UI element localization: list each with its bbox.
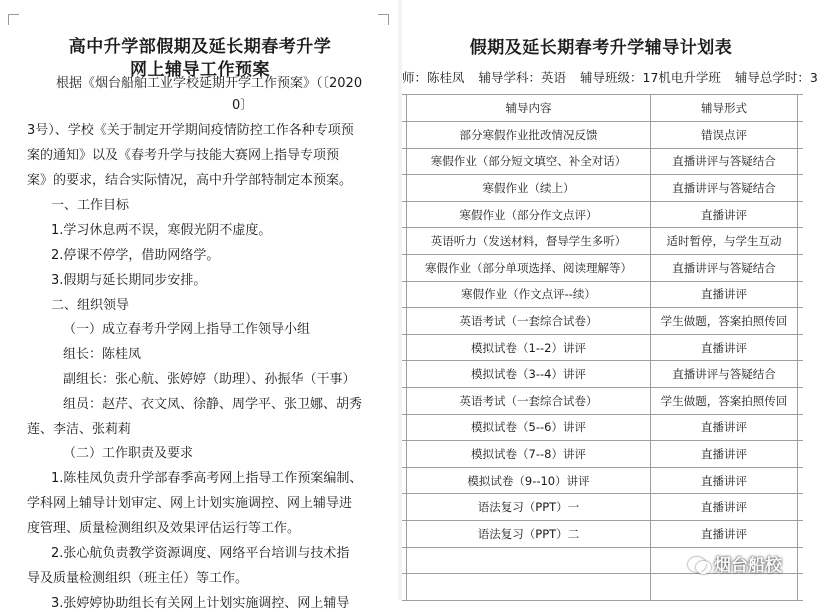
- doc-line: 一、工作目标: [51, 198, 130, 213]
- doc-line: 2.停课不停学，借助网络学。: [51, 248, 220, 263]
- crop-mark-right: [378, 14, 389, 25]
- cell-content: 寒假作业（续上）: [407, 175, 651, 202]
- table-row: [402, 148, 803, 175]
- doc-line: 根据《烟台船舶工业学校延期开学工作预案》（〔2020: [56, 76, 363, 91]
- cell-format: 直播讲评与答疑结合: [651, 254, 798, 281]
- doc-line: 度管理、质量检测组织及效果评估运行等工作。: [27, 521, 301, 536]
- watermark: [688, 551, 782, 576]
- doc-line: 3.假期与延长期同步安排。: [51, 273, 207, 288]
- doc-line: 1.陈桂凤负责升学部春季高考网上指导工作预案编制、: [51, 471, 363, 486]
- table-row: [402, 414, 803, 441]
- doc-line: 组员：赵芹、衣文凤、徐静、周学平、张卫娜、胡秀: [63, 397, 363, 412]
- cell-content: 寒假作业（部分作文点评）: [407, 201, 651, 228]
- table-row: [402, 494, 803, 521]
- table-row: [402, 228, 803, 255]
- cell-content: 英语考试（一套综合试卷）: [407, 308, 651, 335]
- cell-format: 直播讲评: [651, 334, 798, 361]
- info-class: 辅导班级：17机电升学班: [580, 70, 721, 85]
- doc-line: 二、组织领导: [51, 298, 130, 313]
- cell-format: 直播讲评: [651, 441, 798, 468]
- cell-format: 直播讲评: [651, 494, 798, 521]
- doc-line: 0〕: [232, 98, 254, 113]
- table-row: [402, 361, 803, 388]
- cell-content: 模拟试卷（1--2）讲评: [407, 334, 651, 361]
- cell-content: 寒假作业（部分单项选择、阅读理解等）: [407, 254, 651, 281]
- info-subject: 辅导学科：英语: [478, 70, 567, 85]
- table-row: [402, 467, 803, 494]
- doc-line: 案》的要求，结合实际情况，高中升学部特制定本预案。: [27, 173, 353, 188]
- cell-content: [407, 574, 651, 601]
- cell-format: 直播讲评与答疑结合: [651, 361, 798, 388]
- info-teacher: 师：陈桂凤: [402, 70, 465, 85]
- doc-line: 3.张婷婷协助组长有关网上计划实施调控、网上辅导: [51, 596, 350, 611]
- cell-content: [407, 547, 651, 574]
- cell-content: 模拟试卷（9--10）讲评: [407, 467, 651, 494]
- table-header-row: [402, 95, 803, 122]
- header-format: 辅导形式: [651, 95, 798, 122]
- cell-format: 直播讲评与答疑结合: [651, 175, 798, 202]
- cell-content: 英语听力（发送材料，督导学生多听）: [407, 228, 651, 255]
- table-row: [402, 334, 803, 361]
- sheet-info-row: [402, 70, 828, 86]
- plan-table: [402, 94, 803, 601]
- cell-format: 直播讲评: [651, 201, 798, 228]
- doc-line: 3号）、学校《关于制定开学期间疫情防控工作各种专项预: [27, 123, 354, 138]
- header-content: 辅导内容: [407, 95, 651, 122]
- table-row: [402, 254, 803, 281]
- doc-line: 莲、李洁、张莉莉: [27, 422, 132, 437]
- table-row: [402, 441, 803, 468]
- cell-format: 适时暂停，与学生互动: [651, 228, 798, 255]
- sheet-title: 假期及延长期春考升学辅导计划表: [469, 38, 733, 58]
- cell-format: 学生做题，答案拍照传回: [651, 308, 798, 335]
- info-hours: 辅导总学时：3: [734, 70, 818, 85]
- cell-content: 模拟试卷（5--6）讲评: [407, 414, 651, 441]
- cell-content: 寒假作业（部分短文填空、补全对话）: [407, 148, 651, 175]
- cell-format: 直播讲评: [651, 281, 798, 308]
- cell-format: [651, 574, 798, 601]
- table-row: [402, 308, 803, 335]
- cell-content: 部分寒假作业批改情况反馈: [407, 122, 651, 149]
- cell-content: 语法复习（PPT）二: [407, 520, 651, 547]
- doc-line: （一）成立春考升学网上指导工作领导小组: [63, 322, 311, 337]
- wechat-icon: [688, 555, 710, 573]
- table-row: [402, 175, 803, 202]
- doc-line: 学科网上辅导计划审定、网上计划实施调控、网上辅导进: [27, 496, 353, 511]
- table-row: [402, 281, 803, 308]
- doc-line: 案的通知》以及《春考升学与技能大赛网上指导专项预: [27, 148, 340, 163]
- table-row: [402, 520, 803, 547]
- doc-line: 2.张心航负责教学资源调度、网络平台培训与技术指: [51, 546, 350, 561]
- table-row: [402, 574, 803, 601]
- doc-title-line1: 高中升学部假期及延长期春考升学: [68, 37, 332, 57]
- crop-mark-left: [8, 14, 19, 25]
- cell-content: 模拟试卷（3--4）讲评: [407, 361, 651, 388]
- cell-content: 语法复习（PPT）一: [407, 494, 651, 521]
- cell-content: 英语考试（一套综合试卷）: [407, 387, 651, 414]
- cell-content: 模拟试卷（7--8）讲评: [407, 441, 651, 468]
- doc-line: 副组长：张心航、张婷婷（助理）、孙振华（干事）: [63, 372, 356, 387]
- cell-format: 直播讲评: [651, 520, 798, 547]
- plan-sheet: [402, 0, 818, 600]
- doc-line: 1.学习休息两不误，寒假光阴不虚度。: [51, 223, 272, 238]
- table-row: [402, 122, 803, 149]
- doc-title-line2: 网上辅导工作预案: [130, 60, 270, 80]
- cell-format: 学生做题，答案拍照传回: [651, 387, 798, 414]
- cell-format: 直播讲评与答疑结合: [651, 148, 798, 175]
- watermark-text: 烟台船校: [714, 556, 782, 576]
- cell-format: 直播讲评: [651, 414, 798, 441]
- table-row: [402, 387, 803, 414]
- cell-format: 直播讲评: [651, 467, 798, 494]
- cell-content: 寒假作业（作文点评--续）: [407, 281, 651, 308]
- left-document: [0, 0, 396, 611]
- cell-format: 错误点评: [651, 122, 798, 149]
- doc-line: 导及质量检测组织（班主任）等工作。: [27, 571, 249, 586]
- doc-line: （二）工作职责及要求: [63, 446, 194, 461]
- table-row: [402, 201, 803, 228]
- doc-line: 组长：陈桂凤: [63, 347, 142, 362]
